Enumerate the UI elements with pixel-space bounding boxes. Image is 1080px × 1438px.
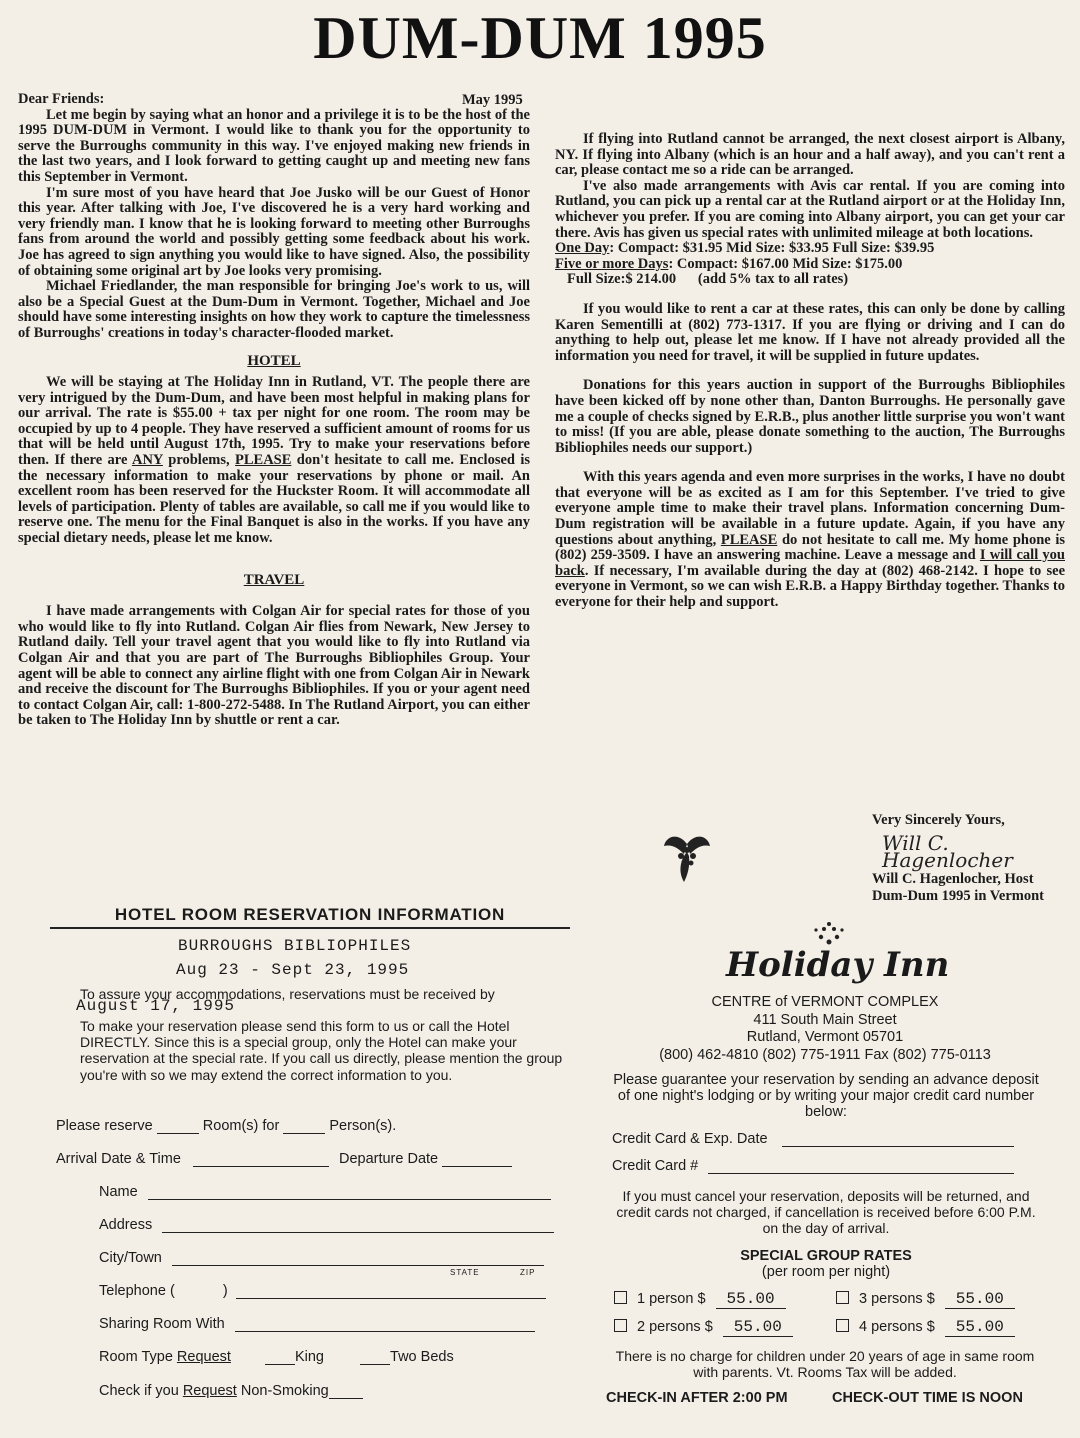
name-field[interactable]: [148, 1199, 551, 1200]
nonsmoking-field[interactable]: [329, 1398, 363, 1399]
five-day-rates: [555, 257, 1065, 288]
five-day-full: Full Size:$ 214.00: [567, 271, 677, 288]
handwritten-signature: Will C. Hagenlocher: [882, 831, 1013, 872]
address-field[interactable]: [162, 1232, 554, 1233]
persons-count-field[interactable]: [283, 1133, 325, 1134]
hotel-any: ANY: [131, 452, 163, 469]
paragraph-travel: I have made arrangements with Colgan Air for special rates for those of you who would like to fly into Rutland. Colgan Air flies from Newark, New Jersey to Rutland daily. Tell your travel agent that you would like to fly into Rutland via Colgan Air and that you are part of The Burroughs Bibliophiles Group. Your agent will be able to connect any airline flight with one from Colgan Air in Newark and receive the discount for The Burroughs Bibliophiles. If you or your agent need to contact Colgan Air, call: 1-800-272-5488. In The Rutland Airport, you can either be taken to The Holiday Inn by shuttle or rent a car.: [18, 603, 530, 729]
hotel-heading: HOTEL: [247, 352, 301, 369]
paragraph-rental: If you would like to rent a car at these rates, this can only be done by calling Karen Sementilli at (802) 773-1317. If you are flying or driving and I can do anything to help out, please let me know. If I have not already provided all the information you need for travel, it will be supplied in future updates.: [555, 300, 1065, 364]
city-line: City/Town: [99, 1250, 544, 1266]
signer-title: Dum-Dum 1995 in Vermont: [872, 888, 1044, 904]
five-day-label: Five or more Days: [555, 255, 669, 272]
address-line: Address: [99, 1217, 554, 1233]
hotel-text-c: don't hesitate to call me. Enclosed is the necessary information to make your reservations by phone or mail. An excellent room has been reserved for the Huckster Room. It will accommodate all levels of participation. Plenty of tables are available, so call me if you would like to reserve one. The menu for the Final Banquet is also in the works. If you have any special dietary needs, please let me know.: [18, 452, 531, 547]
rate-2-persons: 2 persons $ 55.00: [614, 1318, 793, 1337]
sharing-field[interactable]: [235, 1331, 535, 1332]
king-field[interactable]: [265, 1364, 295, 1365]
page-title: DUM-DUM 1995: [313, 5, 767, 71]
paragraph-albany: If flying into Rutland cannot be arranged, the next closest airport is Albany, NY. If flying into Albany (which is an hour and a half away), and you can't rent a car, please contact me so a ride can be arranged.: [555, 131, 1065, 179]
check-in-time: CHECK-IN AFTER 2:00 PM: [606, 1390, 788, 1406]
form-instructions: To make your reservation please send this form to us or call the Hotel DIRECTLY. Since this is a special group, only the Hotel can make your reservation at the special rate. If you call us directly, please mention the group you're with so we may extend the correct information to you.: [80, 1018, 563, 1083]
rooms-count-field[interactable]: [157, 1133, 199, 1134]
children-policy: There is no charge for children under 20 years of age in same room with parents. Vt. Rooms Tax will be added.: [615, 1348, 1035, 1380]
telephone-field[interactable]: [236, 1298, 546, 1299]
letter-right-column: [555, 132, 1065, 611]
group-name: BURROUGHS BIBLIOPHILES: [178, 937, 412, 955]
checkbox-4-persons[interactable]: [836, 1319, 849, 1332]
travel-heading: TRAVEL: [243, 571, 305, 588]
arrival-line: Arrival Date & Time Departure Date: [56, 1151, 512, 1167]
paragraph-closing: [555, 470, 1065, 610]
salutation: Dear Friends:: [18, 91, 105, 107]
paragraph-intro: Let me begin by saying what an honor and a privilege it is to be the host of the 1995 DUM-DUM in Vermont. I would like to thank you for the opportunity to serve the Burroughs community in this way. I've enjoyed making new friends in the last two years, and I look forward to getting caught up and meeting new fans this September in Vermont.: [18, 106, 530, 185]
signer-name: Will C. Hagenlocher, Host: [872, 871, 1034, 887]
checkbox-2-persons[interactable]: [614, 1319, 627, 1332]
one-day-rates: [555, 241, 1065, 257]
one-day-label: One Day: [555, 240, 610, 257]
rate-3-persons: 3 persons $ 55.00: [836, 1290, 1015, 1309]
cc-num-field[interactable]: [708, 1173, 1014, 1174]
letter-left-column: [18, 92, 530, 729]
paragraph-avis: I've also made arrangements with Avis car rental. If you are coming into Rutland, you can pick up a rental car at the Rutland airport or at the Holiday Inn, whichever you prefer. If you are coming into Albany airport, you can get your car there. Avis has given us special rates with unlimited mileage at both locations.: [555, 177, 1065, 241]
closing-please: PLEASE: [720, 531, 778, 548]
zip-label: ZIP: [520, 1268, 536, 1277]
five-day-tax: (add 5% tax to all rates): [697, 271, 849, 288]
holiday-inn-logo: Holiday Inn: [726, 945, 950, 985]
sharing-line: Sharing Room With: [99, 1316, 535, 1332]
arrival-date-field[interactable]: [193, 1166, 329, 1167]
rate-1-person: 1 person $ 55.00: [614, 1290, 786, 1309]
nonsmoking-line: Check if you Request Non-Smoking: [99, 1383, 363, 1399]
group-dates: Aug 23 - Sept 23, 1995: [176, 961, 410, 979]
closing-text-b: do not hesitate to call me. My home phone is (802) 259-3509. I have an answering machine. Leave a message and: [555, 531, 1066, 564]
rate-4-persons: 4 persons $ 55.00: [836, 1318, 1015, 1337]
group-rates-title: SPECIAL GROUP RATES (per room per night): [740, 1248, 912, 1280]
name-line: Name: [99, 1184, 551, 1200]
city-field[interactable]: [172, 1265, 544, 1266]
five-day-values: : Compact: $167.00 Mid Size: $175.00: [668, 255, 903, 272]
reservation-deadline: August 17, 1995: [76, 997, 236, 1015]
form-title: HOTEL ROOM RESERVATION INFORMATION: [50, 905, 570, 929]
cc-num-line: Credit Card #: [612, 1158, 1014, 1174]
hotel-text-b: problems,: [168, 452, 230, 469]
hotel-address: CENTRE of VERMONT COMPLEX 411 South Main Street Rutland, Vermont 05701 (800) 462-4810 (802) 775-1911 Fax (802) 775-0113: [659, 994, 991, 1063]
paragraph-guest: I'm sure most of you have heard that Joe Jusko will be our Guest of Honor this year. After talking with Joe, I've discovered he is a very hard working and very friendly man. I know that he is looking forward to meeting other Burroughs fans from around the world and possibly getting some feedback about his work. Joe has agreed to sign anything you would like to have signed. Also, the possibility of obtaining some original art by Joe looks very promising.: [18, 184, 530, 279]
paragraph-hotel: [18, 375, 530, 547]
reserve-line: Please reserve Room(s) for Person(s).: [56, 1118, 397, 1134]
checkbox-1-person[interactable]: [614, 1291, 627, 1304]
closing-callback: I will call you back: [555, 547, 1065, 579]
cc-exp-line: Credit Card & Exp. Date: [612, 1131, 1014, 1147]
state-label: STATE: [450, 1268, 480, 1277]
room-type-line: Room Type Request King Two Beds: [99, 1349, 454, 1365]
departure-date-field[interactable]: [442, 1166, 512, 1167]
hotel-please: PLEASE: [235, 452, 292, 469]
hotel-text-a: We will be staying at The Holiday Inn in Rutland, VT. The people there are very intrigued by the Dum-Dum, and have been most helpful in making plans for our arrival. The rate is $55.00 + tax per night for one room. The room may be occupied by up to 4 people. They have reserved a sufficient amount of rooms for us that will be held until August 17th, 1995. Try to make your reservations before then. If there are: [18, 374, 530, 469]
closing-line: Very Sincerely Yours,: [872, 812, 1005, 828]
closing-text-a: With this years agenda and even more surprises in the works, I have no doubt that everyone will be as excited as I am for this September. I've tried to give everyone ample time to make their travel plans. Information concerning Dum-Dum registration will be available in a future update. Again, if you have any questions about anything,: [555, 469, 1065, 548]
telephone-line: Telephone ( ): [99, 1283, 546, 1299]
letter-date: May 1995: [462, 92, 523, 108]
closing-text-c: . If necessary, I'm available during the day at (802) 468-2142. I hope to see everyone in Vermont, so we can wish E.R.B. a Happy Birthday together. Thanks to everyone for their help and support.: [555, 562, 1065, 611]
check-out-time: CHECK-OUT TIME IS NOON: [832, 1390, 1023, 1406]
one-day-values: : Compact: $31.95 Mid Size: $33.95 Full Size: $39.95: [609, 240, 935, 257]
two-beds-field[interactable]: [360, 1364, 390, 1365]
paragraph-auction: Donations for this years auction in support of the Burroughs Bibliophiles have been kicked off by none other than, Danton Burroughs. He personally gave me a couple of checks signed by E.R.B., plus another little surprise you won't want to miss! (If you are able, please donate something to the auction, The Burroughs Bibliophiles needs our support.): [555, 377, 1065, 456]
holly-ornament-icon: [660, 826, 714, 886]
checkbox-3-persons[interactable]: [836, 1291, 849, 1304]
guarantee-text: Please guarantee your reservation by sending an advance deposit of one night's lodging or by writing your major credit card number below:: [613, 1072, 1039, 1120]
cc-exp-field[interactable]: [782, 1146, 1014, 1147]
signature-block: [872, 812, 1080, 905]
paragraph-special-guest: Michael Friedlander, the man responsible for bringing Joe's work to us, will also be a Special Guest at the Dum-Dum in Vermont. Together, Michael and Joe should have some interesting insights on how they work to capture the timelessness of Burroughs' creations in today's character-flooded market.: [18, 278, 530, 341]
assure-text: To assure your accommodations, reservations must be received by: [80, 986, 495, 1002]
cancel-policy: If you must cancel your reservation, deposits will be returned, and credit cards not charged, if cancellation is received before 6:00 P.M. on the day of arrival.: [616, 1188, 1036, 1236]
